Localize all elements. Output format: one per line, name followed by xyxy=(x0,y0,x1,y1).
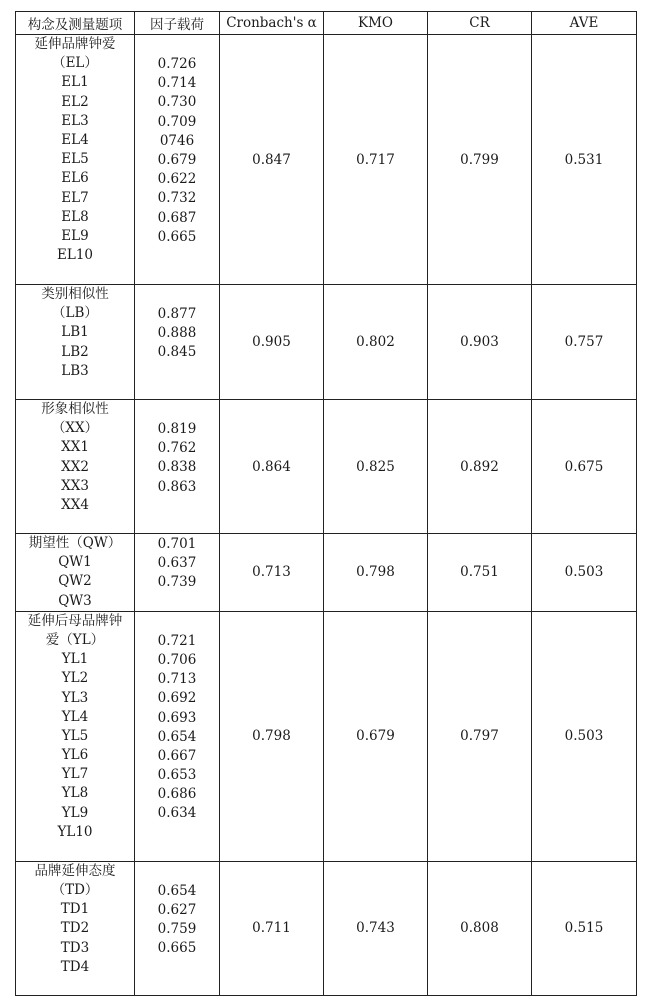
cronbach-alpha-value: 0.798 xyxy=(220,611,324,861)
header-construct: 构念及测量题项 xyxy=(16,12,135,35)
header-cr: CR xyxy=(428,12,532,35)
construct-item-line: EL3 xyxy=(61,112,89,129)
factor-loadings-cell xyxy=(135,861,220,995)
cronbach-alpha-value: 0.864 xyxy=(220,400,324,534)
factor-loading-value: 0.693 xyxy=(157,709,197,726)
factor-loading-value: 0.701 xyxy=(157,536,197,552)
factor-loading-value: 0.687 xyxy=(157,209,197,226)
construct-item-line: YL3 xyxy=(61,689,89,706)
factor-loading-value: 0.762 xyxy=(157,440,197,457)
kmo-value: 0.743 xyxy=(324,861,428,995)
construct-item-line: EL7 xyxy=(61,189,89,206)
factor-loading-value: 0.667 xyxy=(157,747,197,764)
construct-item-line: EL5 xyxy=(61,151,89,168)
factor-loading-value: 0.888 xyxy=(157,325,197,342)
factor-loading-value: 0.706 xyxy=(157,651,197,668)
construct-items-cell xyxy=(16,35,135,285)
factor-loading-value: 0.732 xyxy=(157,190,197,207)
construct-item-line: （TD） xyxy=(51,881,99,898)
factor-loading-value: 0.713 xyxy=(157,671,197,688)
construct-items-cell xyxy=(16,611,135,861)
construct-item-line: （EL） xyxy=(52,55,98,72)
factor-loading-value: 0.726 xyxy=(157,56,197,72)
kmo-value: 0.798 xyxy=(324,534,428,612)
construct-item-line: 爱（YL） xyxy=(45,631,105,648)
cr-value: 0.751 xyxy=(428,534,532,612)
construct-item-line: EL6 xyxy=(61,170,89,187)
factor-loading-value: 0.730 xyxy=(157,94,197,111)
cronbach-alpha-value: 0.713 xyxy=(220,534,324,612)
construct-item-line: TD2 xyxy=(60,920,90,937)
construct-item-line: TD1 xyxy=(60,901,90,918)
construct-item-line: LB2 xyxy=(61,343,89,360)
construct-item-line: YL10 xyxy=(57,823,93,840)
factor-loading-value: 0.654 xyxy=(157,882,197,899)
construct-item-line: EL1 xyxy=(61,74,89,91)
factor-loading-value: 0.653 xyxy=(157,767,197,784)
factor-loading-value: 0.709 xyxy=(157,113,197,130)
header-kmo: KMO xyxy=(324,12,428,35)
cronbach-alpha-value: 0.847 xyxy=(220,35,324,285)
construct-item-line: YL1 xyxy=(61,651,89,668)
factor-loading-value: 0.838 xyxy=(157,459,197,476)
factor-loadings-cell xyxy=(135,285,220,400)
ave-value: 0.675 xyxy=(532,400,637,534)
construct-item-line: XX3 xyxy=(61,477,89,494)
construct-group-row xyxy=(16,35,637,285)
cr-value: 0.797 xyxy=(428,611,532,861)
factor-loading-value: 0.721 xyxy=(157,632,197,649)
cronbach-alpha-value: 0.711 xyxy=(220,861,324,995)
factor-loadings-cell xyxy=(135,611,220,861)
construct-items-cell xyxy=(16,861,135,995)
factor-loading-value: 0.654 xyxy=(157,728,197,745)
construct-group-row xyxy=(16,861,637,995)
construct-item-line: LB3 xyxy=(61,362,89,379)
construct-group-row xyxy=(16,285,637,400)
factor-loading-value: 0.759 xyxy=(157,921,197,938)
construct-item-line: XX4 xyxy=(61,496,89,513)
factor-loading-value: 0.637 xyxy=(157,555,197,572)
factor-loadings-cell xyxy=(135,35,220,285)
construct-item-line: 延伸后母品牌钟 xyxy=(27,612,123,629)
header-ave: AVE xyxy=(532,12,637,35)
factor-loading-value: 0.877 xyxy=(157,306,197,322)
construct-item-line: （XX） xyxy=(51,420,99,437)
construct-item-line: LB1 xyxy=(61,324,89,341)
header-factor-loading: 因子载荷 xyxy=(135,12,220,35)
ave-value: 0.503 xyxy=(532,534,637,612)
construct-item-line: YL8 xyxy=(61,785,89,802)
factor-loading-value: 0.739 xyxy=(157,574,197,591)
construct-item-line: QW3 xyxy=(58,592,92,609)
factor-loading-value: 0.686 xyxy=(157,786,197,803)
construct-item-line: YL2 xyxy=(61,670,89,687)
ave-value: 0.515 xyxy=(532,861,637,995)
construct-items-cell xyxy=(16,285,135,400)
construct-item-line: 延伸品牌钟爱 xyxy=(34,36,116,52)
construct-group-row xyxy=(16,534,637,612)
cr-value: 0.808 xyxy=(428,861,532,995)
construct-item-line: 期望性（QW） xyxy=(28,535,122,551)
cr-value: 0.903 xyxy=(428,285,532,400)
cr-value: 0.799 xyxy=(428,35,532,285)
factor-loading-value: 0.679 xyxy=(157,151,197,168)
kmo-value: 0.679 xyxy=(324,611,428,861)
kmo-value: 0.717 xyxy=(324,35,428,285)
factor-loading-value: 0.665 xyxy=(157,940,197,957)
cr-value: 0.892 xyxy=(428,400,532,534)
ave-value: 0.531 xyxy=(532,35,637,285)
factor-loading-value: 0.714 xyxy=(157,75,197,92)
construct-item-line: YL6 xyxy=(61,747,89,764)
construct-item-line: YL5 xyxy=(61,727,89,744)
construct-item-line: TD4 xyxy=(60,958,90,975)
factor-loading-value: 0746 xyxy=(159,132,195,149)
cronbach-alpha-value: 0.905 xyxy=(220,285,324,400)
construct-group-row xyxy=(16,611,637,861)
factor-loading-value: 0.627 xyxy=(157,901,197,918)
construct-item-line: EL10 xyxy=(57,247,93,264)
construct-item-line: XX2 xyxy=(61,458,89,475)
construct-item-line: QW2 xyxy=(58,573,92,590)
construct-item-line: YL9 xyxy=(61,804,89,821)
construct-item-line: TD3 xyxy=(60,939,90,956)
construct-item-line: 形象相似性 xyxy=(41,401,109,417)
construct-item-line: YL4 xyxy=(61,708,89,725)
construct-item-line: 品牌延伸态度 xyxy=(34,862,116,879)
kmo-value: 0.802 xyxy=(324,285,428,400)
factor-loading-value: 0.863 xyxy=(157,478,197,495)
kmo-value: 0.825 xyxy=(324,400,428,534)
factor-loading-value: 0.819 xyxy=(157,421,197,437)
construct-item-line: YL7 xyxy=(61,766,89,783)
factor-loading-value: 0.845 xyxy=(157,344,197,361)
construct-item-line: 类别相似性 xyxy=(41,286,109,302)
construct-item-line: QW1 xyxy=(58,554,92,571)
construct-items-cell xyxy=(16,400,135,534)
ave-value: 0.757 xyxy=(532,285,637,400)
factor-loading-value: 0.634 xyxy=(157,805,197,822)
factor-loadings-cell xyxy=(135,534,220,612)
factor-loading-value: 0.622 xyxy=(157,171,197,188)
table-body xyxy=(16,35,637,996)
construct-item-line: XX1 xyxy=(61,439,89,456)
construct-items-cell xyxy=(16,534,135,612)
construct-group-row xyxy=(16,400,637,534)
factor-loadings-cell xyxy=(135,400,220,534)
construct-item-line: EL2 xyxy=(61,93,89,110)
construct-item-line: （LB） xyxy=(52,305,98,322)
construct-item-line: EL9 xyxy=(61,227,89,244)
factor-loading-value: 0.665 xyxy=(157,228,197,245)
ave-value: 0.503 xyxy=(532,611,637,861)
header-cronbach-alpha: Cronbach's α xyxy=(220,12,324,35)
reliability-validity-table xyxy=(15,11,637,996)
header-row xyxy=(16,12,637,35)
construct-item-line: EL4 xyxy=(61,131,89,148)
factor-loading-value: 0.692 xyxy=(157,690,197,707)
construct-item-line: EL8 xyxy=(61,208,89,225)
